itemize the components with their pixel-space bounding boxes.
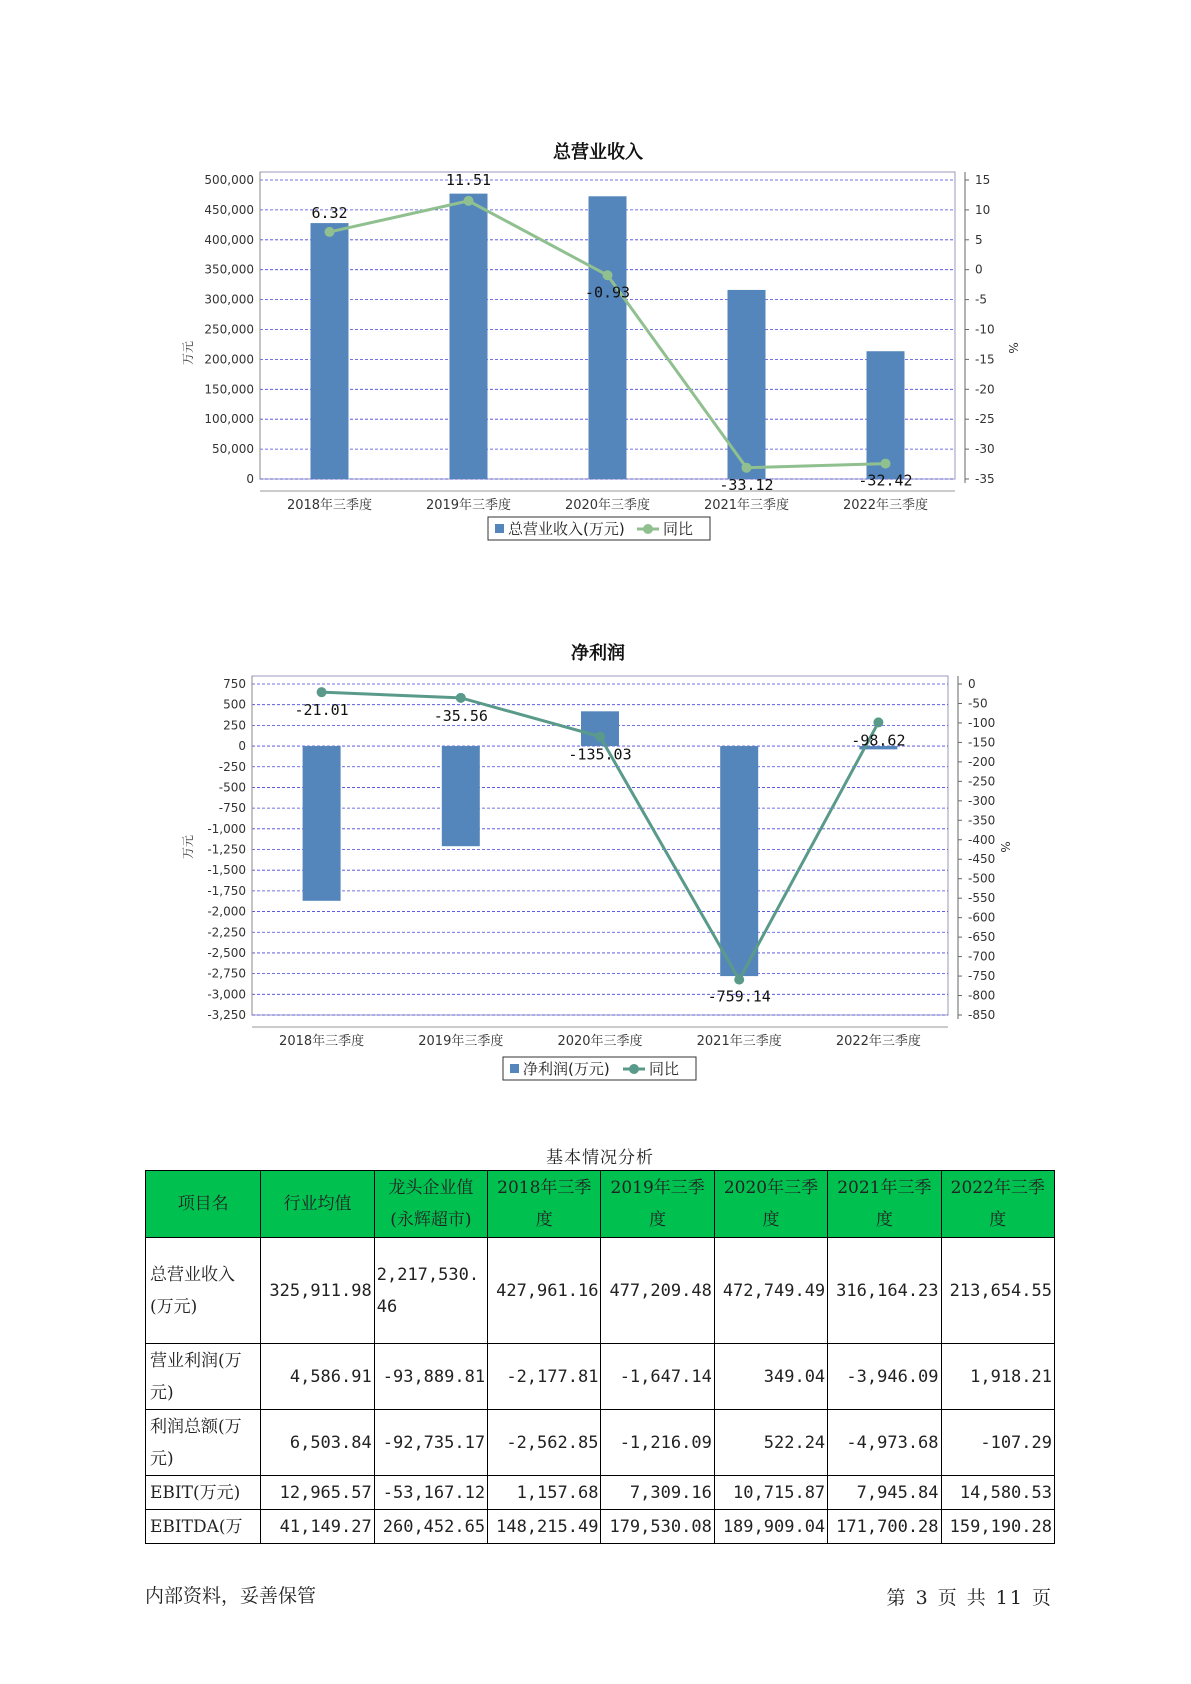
y-tick-label: 300,000 — [204, 292, 254, 307]
table-row — [146, 1410, 1055, 1476]
footer-confidential-note: 内部资料，妥善保管 — [145, 1585, 317, 1607]
bar-series — [311, 194, 905, 479]
category-axis-labels — [252, 1027, 948, 1049]
x-tick-label: 2021年三季度 — [703, 498, 790, 513]
y2-tick-label: -500 — [968, 871, 996, 886]
header-cell: 2018年三季度 — [488, 1171, 601, 1238]
y2-tick-label: -150 — [968, 735, 996, 750]
table-cell: 159,190.28 — [941, 1510, 1054, 1544]
y2-tick-label: -200 — [968, 754, 996, 769]
header-cell: 行业均值 — [261, 1171, 374, 1238]
legend-label: 总营业收入(万元) — [508, 520, 625, 538]
left-axis-ticks — [204, 172, 260, 486]
y2-tick-label: -35 — [975, 472, 995, 486]
category-axis-labels — [260, 491, 955, 513]
y2-tick-label: -20 — [975, 382, 995, 397]
table-cell: -1,216.09 — [601, 1410, 714, 1476]
y2-tick-label: -750 — [968, 969, 996, 984]
yoy-point — [734, 975, 744, 985]
y2-tick-label: -650 — [968, 930, 996, 945]
y-tick-label: -1,000 — [207, 821, 246, 836]
table-cell: 148,215.49 — [488, 1510, 601, 1544]
y-tick-label: 50,000 — [212, 442, 254, 457]
table-cell: 41,149.27 — [261, 1510, 374, 1544]
y2-tick-label: -250 — [968, 774, 996, 789]
bar — [303, 746, 341, 901]
table-cell: 12,965.57 — [261, 1476, 374, 1510]
y-tick-label: -1,250 — [207, 842, 246, 857]
x-tick-label: 2018年三季度 — [279, 1034, 365, 1049]
y2-tick-label: -5 — [975, 292, 987, 307]
yoy-point — [317, 687, 327, 697]
table-cell: 1,918.21 — [941, 1344, 1054, 1410]
row-name-cell: EBITDA(万 — [146, 1510, 261, 1544]
header-cell: 2020年三季度 — [714, 1171, 827, 1238]
table-cell: 427,961.16 — [488, 1238, 601, 1344]
x-tick-label: 2022年三季度 — [835, 1034, 921, 1049]
y2-tick-label: -10 — [975, 322, 995, 337]
header-cell: 2021年三季度 — [828, 1171, 941, 1238]
y-tick-label: 750 — [223, 677, 246, 691]
x-tick-label: 2020年三季度 — [564, 498, 651, 513]
table-cell: -3,946.09 — [828, 1344, 941, 1410]
y2-tick-label: -300 — [968, 793, 996, 808]
table-cell: 10,715.87 — [714, 1476, 827, 1510]
table-cell: -1,647.14 — [601, 1344, 714, 1410]
y2-tick-label: -850 — [968, 1008, 996, 1022]
yoy-point — [742, 463, 752, 473]
left-axis-ticks — [207, 676, 252, 1022]
y-tick-label: -250 — [218, 759, 246, 774]
y2-tick-label: -550 — [968, 891, 996, 906]
table-cell: 349.04 — [714, 1344, 827, 1410]
table-cell: -93,889.81 — [374, 1344, 487, 1410]
header-cell: 项目名 — [146, 1171, 261, 1238]
y-tick-label: 250 — [223, 718, 246, 733]
right-axis-title: % — [1006, 342, 1020, 354]
y-tick-label: 400,000 — [204, 232, 254, 247]
row-name-cell: 利润总额(万元) — [146, 1410, 261, 1476]
header-cell: 2019年三季度 — [601, 1171, 714, 1238]
table-row — [146, 1476, 1055, 1510]
table-cell: 189,909.04 — [714, 1510, 827, 1544]
bar — [589, 196, 627, 479]
table-cell: 7,309.16 — [601, 1476, 714, 1510]
table-cell: -4,973.68 — [828, 1410, 941, 1476]
table-cell: 260,452.65 — [374, 1510, 487, 1544]
x-tick-label: 2022年三季度 — [842, 498, 929, 513]
x-tick-label: 2019年三季度 — [418, 1034, 504, 1049]
y-tick-label: 250,000 — [204, 322, 254, 337]
y2-tick-label: -600 — [968, 910, 996, 925]
y2-tick-label: -450 — [968, 852, 996, 867]
y-tick-label: -2,750 — [207, 966, 246, 981]
legend-line-marker — [643, 524, 653, 534]
y2-tick-label: -100 — [968, 715, 996, 730]
y-tick-label: -2,500 — [207, 945, 246, 960]
y2-tick-label: -50 — [968, 696, 988, 711]
yoy-point — [603, 270, 613, 280]
y-tick-label: -1,500 — [207, 863, 246, 878]
legend-label: 同比 — [663, 520, 694, 538]
table-cell: 1,157.68 — [488, 1476, 601, 1510]
right-axis-ticks — [958, 676, 995, 1022]
y-tick-label: 500,000 — [204, 173, 254, 187]
legend-line-marker — [629, 1064, 639, 1074]
yoy-point — [325, 227, 335, 237]
y-tick-label: 350,000 — [204, 262, 254, 277]
data-label: 6.32 — [311, 203, 348, 222]
table-cell: 213,654.55 — [941, 1238, 1054, 1344]
y-tick-label: 100,000 — [204, 412, 254, 427]
y2-tick-label: -700 — [968, 949, 996, 964]
y-tick-label: -3,250 — [207, 1008, 246, 1022]
table-caption: 基本情况分析 — [546, 1148, 654, 1168]
chart-title: 总营业收入 — [553, 142, 643, 163]
table-cell: -2,177.81 — [488, 1344, 601, 1410]
data-label: 11.51 — [445, 170, 492, 189]
data-label: -0.93 — [584, 283, 631, 302]
y-tick-label: 500 — [223, 697, 246, 712]
legend — [488, 517, 710, 540]
y2-tick-label: -400 — [968, 832, 996, 847]
right-axis-title: % — [998, 841, 1012, 853]
table-cell: 6,503.84 — [261, 1410, 374, 1476]
y-tick-label: 0 — [246, 472, 254, 486]
table-cell: 472,749.49 — [714, 1238, 827, 1344]
x-tick-label: 2019年三季度 — [425, 498, 512, 513]
y2-tick-label: 0 — [968, 677, 976, 691]
yoy-point — [873, 717, 883, 727]
data-label: -33.12 — [719, 475, 774, 494]
header-cell: 2022年三季度 — [941, 1171, 1054, 1238]
yoy-point — [881, 459, 891, 469]
header-cell: 龙头企业值(永辉超市) — [374, 1171, 487, 1238]
data-label: -98.62 — [851, 731, 906, 750]
chart-title: 净利润 — [571, 643, 625, 664]
x-tick-label: 2021年三季度 — [696, 1034, 782, 1049]
table-cell: 179,530.08 — [601, 1510, 714, 1544]
table-cell: 7,945.84 — [828, 1476, 941, 1510]
right-axis-ticks — [965, 172, 995, 486]
y2-tick-label: -30 — [975, 442, 995, 457]
yoy-line-series — [317, 687, 884, 984]
y2-tick-label: -25 — [975, 412, 995, 427]
y2-tick-label: 10 — [975, 202, 991, 217]
y-tick-label: -500 — [218, 780, 246, 795]
x-tick-label: 2018年三季度 — [286, 498, 373, 513]
y2-tick-label: -800 — [968, 988, 996, 1003]
table-cell: 316,164.23 — [828, 1238, 941, 1344]
table-row — [146, 1510, 1055, 1544]
row-name-cell: 营业利润(万元) — [146, 1344, 261, 1410]
table-cell: 477,209.48 — [601, 1238, 714, 1344]
x-tick-label: 2020年三季度 — [557, 1034, 643, 1049]
y2-tick-label: -15 — [975, 352, 995, 367]
bar — [311, 223, 349, 479]
table-row — [146, 1344, 1055, 1410]
footer-page-number: 第 3 页 共 11 页 — [886, 1587, 1053, 1609]
yoy-point — [464, 196, 474, 206]
legend-bar-swatch — [495, 524, 504, 533]
table-cell: -2,562.85 — [488, 1410, 601, 1476]
bar — [442, 746, 480, 846]
data-label: -21.01 — [294, 701, 349, 720]
y2-tick-label: 15 — [975, 173, 991, 187]
yoy-point — [456, 693, 466, 703]
bar — [720, 746, 758, 976]
bar — [450, 194, 488, 479]
legend-bar-swatch — [510, 1064, 519, 1073]
y-tick-label: -750 — [218, 801, 246, 816]
legend-label: 同比 — [649, 1060, 680, 1078]
table-cell: -92,735.17 — [374, 1410, 487, 1476]
table-cell: 14,580.53 — [941, 1476, 1054, 1510]
table-header-row — [146, 1171, 1055, 1238]
y-tick-label: -2,250 — [207, 925, 246, 940]
table-cell: -53,167.12 — [374, 1476, 487, 1510]
table-row — [146, 1238, 1055, 1344]
y2-tick-label: -350 — [968, 813, 996, 828]
table-cell: 325,911.98 — [261, 1238, 374, 1344]
data-label: -759.14 — [707, 987, 771, 1006]
y-tick-label: 450,000 — [204, 202, 254, 217]
row-name-cell: 总营业收入(万元) — [146, 1238, 261, 1344]
y2-tick-label: 0 — [975, 262, 983, 277]
y-tick-label: -1,750 — [207, 883, 246, 898]
data-label: -135.03 — [568, 745, 632, 764]
data-label: -35.56 — [433, 706, 488, 725]
left-axis-title: 万元 — [181, 340, 195, 366]
row-name-cell: EBIT(万元) — [146, 1476, 261, 1510]
table-cell: 522.24 — [714, 1410, 827, 1476]
legend-label: 净利润(万元) — [523, 1060, 610, 1078]
revenue-chart — [0, 135, 1191, 605]
left-axis-title: 万元 — [181, 834, 195, 860]
table-cell: -107.29 — [941, 1410, 1054, 1476]
basic-analysis-table — [145, 1170, 1055, 1544]
data-labels — [295, 701, 906, 1005]
table-cell: 2,217,530.46 — [374, 1238, 487, 1344]
y-tick-label: 200,000 — [204, 352, 254, 367]
legend — [503, 1057, 696, 1080]
table-cell: 4,586.91 — [261, 1344, 374, 1410]
data-label: -32.42 — [858, 471, 913, 490]
y-tick-label: 150,000 — [204, 382, 254, 397]
yoy-point — [595, 732, 605, 742]
y-tick-label: -3,000 — [207, 987, 246, 1002]
table-cell: 171,700.28 — [828, 1510, 941, 1544]
y2-tick-label: 5 — [975, 232, 983, 247]
y-tick-label: -2,000 — [207, 904, 246, 919]
y-tick-label: 0 — [238, 739, 246, 754]
net-profit-chart — [0, 635, 1191, 1095]
